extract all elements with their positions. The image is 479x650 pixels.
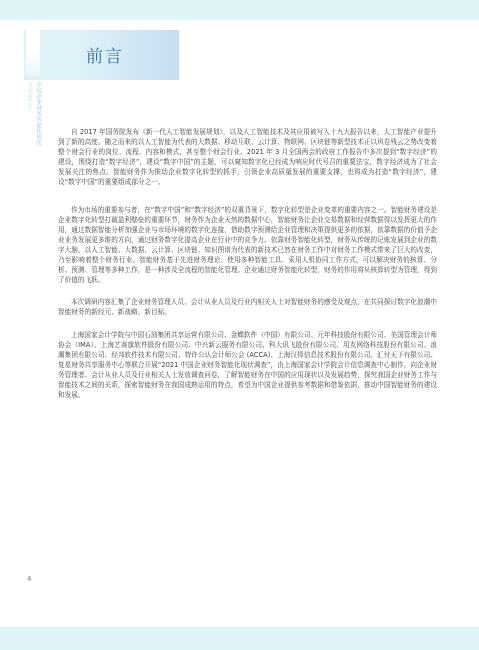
paragraph-3: 本次调研内容汇集了企业财务管理人员、会计从业人员及行业内相关人士对智能财务的感受及观点，在共同探讨数字化浪潮中智能财务的新经元、新战略、新目标。 [58, 298, 437, 317]
paragraph-1: 自 2017 年国务院发布《新一代人工智能发展规划》，以及人工智能技术及其应用被写入十九大报告以来，人工智能产业提升到了新的高度。随之而来的以人工智能为代表的大数据、移动互联、云计算、物联网、区块链等新型技术正以风卷残云之势改变着整个财会行业的岗位、流程、内容和模式，甚至整个财会行业。2021 年 3 月全国两会的政府工作报告中多次提到“数字经济”的建设，围绕打造“数字经济”，建设“数字中国”的主题，可以窥知数字化已经成为响应时代号召的重要法宝，数字经济成为了社会发展关注的焦点。智能财务作为推动企业数字化转型的抓手，引领企业高质量发展的重要支撑，也将成为打造“数字经济”，建设“数字中国”的重要组成部分之一。 [58, 128, 437, 187]
preface-body [58, 127, 437, 410]
left-rail [0, 20, 12, 627]
paragraph-2: 作为市场的重要参与者，在“数字中国”和“数字经济”的双重背景下，数字化转型是企业变革的重要内容之一。智能财务建设是企业数字化转型打破盈利壁垒的重要环节，财务作为企业天然的数据中心，智能财务让企业交易数据和经营数据得以发挥更大的作用，通过数据智能分析加强企业与市场环境的数字化连接，借助数字预测给企业管理和决策提供更多的依据，依靠数据的价值予企业业务发展更多维的方向，通过财务数字化提高企业在行业中的竞争力。依靠财务智能化转型，财务从传统的记账发展到企业的数字大脑，以人工智能、大数据、云计算、区块链、知识图谱为代表的新技术已然在财务工作中对财务工作模式带来了巨大的改变，乃至影响着整个财务行业。智能财务基于先进财务理论、使用多种智能工具、采用人机协同工作方式，可以解决财务的核算、分析、预测、管理等多种工作，是一种涉及全流程的智能化管理。企业通过财务智能化转型，财务的作用将从核算转型为管理，得到了价值的飞跃。 [58, 205, 437, 285]
page-title: 前言 [86, 47, 124, 67]
page-number: 4 [27, 575, 32, 583]
paragraph-4: 上海国家会计学院与中国石油集团共享运营有限公司、金蝶软件（中国）有限公司、元年科技股份有限公司、美国管理会计师协会（IMA）、上海艺赛旗软件股份有限公司、中兴新云服务有限公司、科大讯飞股份有限公司、用友网络科技股份有限公司、浪潮集团有限公司、经邦软件技术有限公司、特许公认会计师公会 (ACCA)、上海汉得信息技术股份有限公司、汇付天下有限公司、复星财务共享服务中心等联合开展“2021 中国企业财务智能化现状调查”，由上海国家会计学院会计信息调查中心制作，向企业财务管理者、会计从业人员及行业相关人士发放调查问卷，了解智能财务在中国的应用现状以及发展趋势，探究我国企业财务工作与智能技术之间的关系，探索智能财务在我国成熟运用的特点，希望为中国企业提供参考数据和借鉴依据，推动中国智能财务的建设和发展。 [58, 330, 437, 400]
bottom-band [0, 627, 479, 650]
side-label [25, 82, 41, 146]
side-label-title: 中国企业财务智能化现状 [35, 82, 41, 146]
title-accent [26, 30, 40, 76]
side-label-subtitle: 2021调研报告 [28, 82, 33, 111]
top-band [0, 0, 479, 20]
